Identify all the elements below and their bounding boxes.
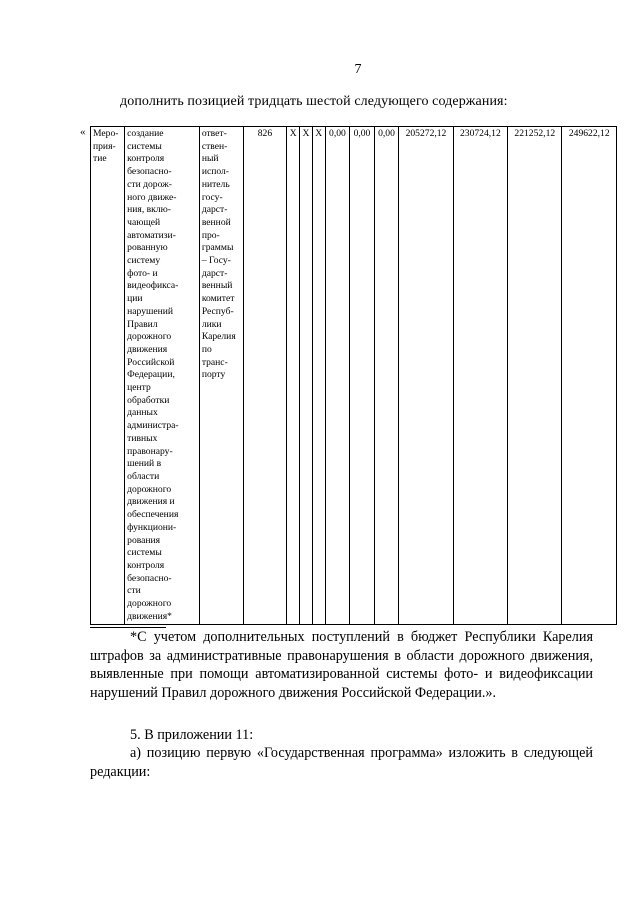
type-cell: Меро- прия- тие [91,127,125,625]
item-5-text: 5. В приложении 11: [130,727,254,743]
value-cell-5: 230724,12 [453,127,507,625]
x-cell-2: X [300,127,313,625]
opening-quote: « [80,126,86,138]
page-number: 7 [354,62,362,77]
value-cell-1: 0,00 [325,127,350,625]
name-cell: создание системы контроля безопасно- сти дорож- ного движе- ния, вклю- чающей автоматизи- рованную систему фото- и видеофикса- ции нарушений Правил дорожного движения Российской Федерации, центр обработки данных администра- тивных правонару- шений в области дорожного движения и обеспечения функциони- рования системы контроля безопасно- сти дорожного движения* [125,127,200,625]
table-row [91,127,617,625]
item-a-text: а) позицию первую «Государственная программа» изложить в следующей редакции: [90,745,593,780]
x-cell-3: X [312,127,325,625]
footnote-text: *С учетом дополнительных поступлений в бюджет Республики Карелия штрафов за административные правонарушения в области дорожного движения, выявленные при помощи автоматизированной системы фото- и видеофиксации нарушений Правил дорожного движения Российской Федерации.». [90,629,593,701]
program-table [90,126,617,625]
value-cell-2: 0,00 [350,127,375,625]
value-cell-3: 0,00 [374,127,399,625]
value-cell-7: 249622,12 [562,127,617,625]
responsible-cell: ответ- ствен- ный испол- нитель госу- дарст- венной про- граммы – Госу- дарст- венный комитет Респуб- лики Карелия по транс- порту [199,127,243,625]
code-cell: 826 [243,127,287,625]
intro-text: дополнить позицией тридцать шестой следующего содержания: [120,94,508,109]
x-cell-1: X [287,127,300,625]
value-cell-6: 221252,12 [508,127,562,625]
value-cell-4: 205272,12 [399,127,453,625]
